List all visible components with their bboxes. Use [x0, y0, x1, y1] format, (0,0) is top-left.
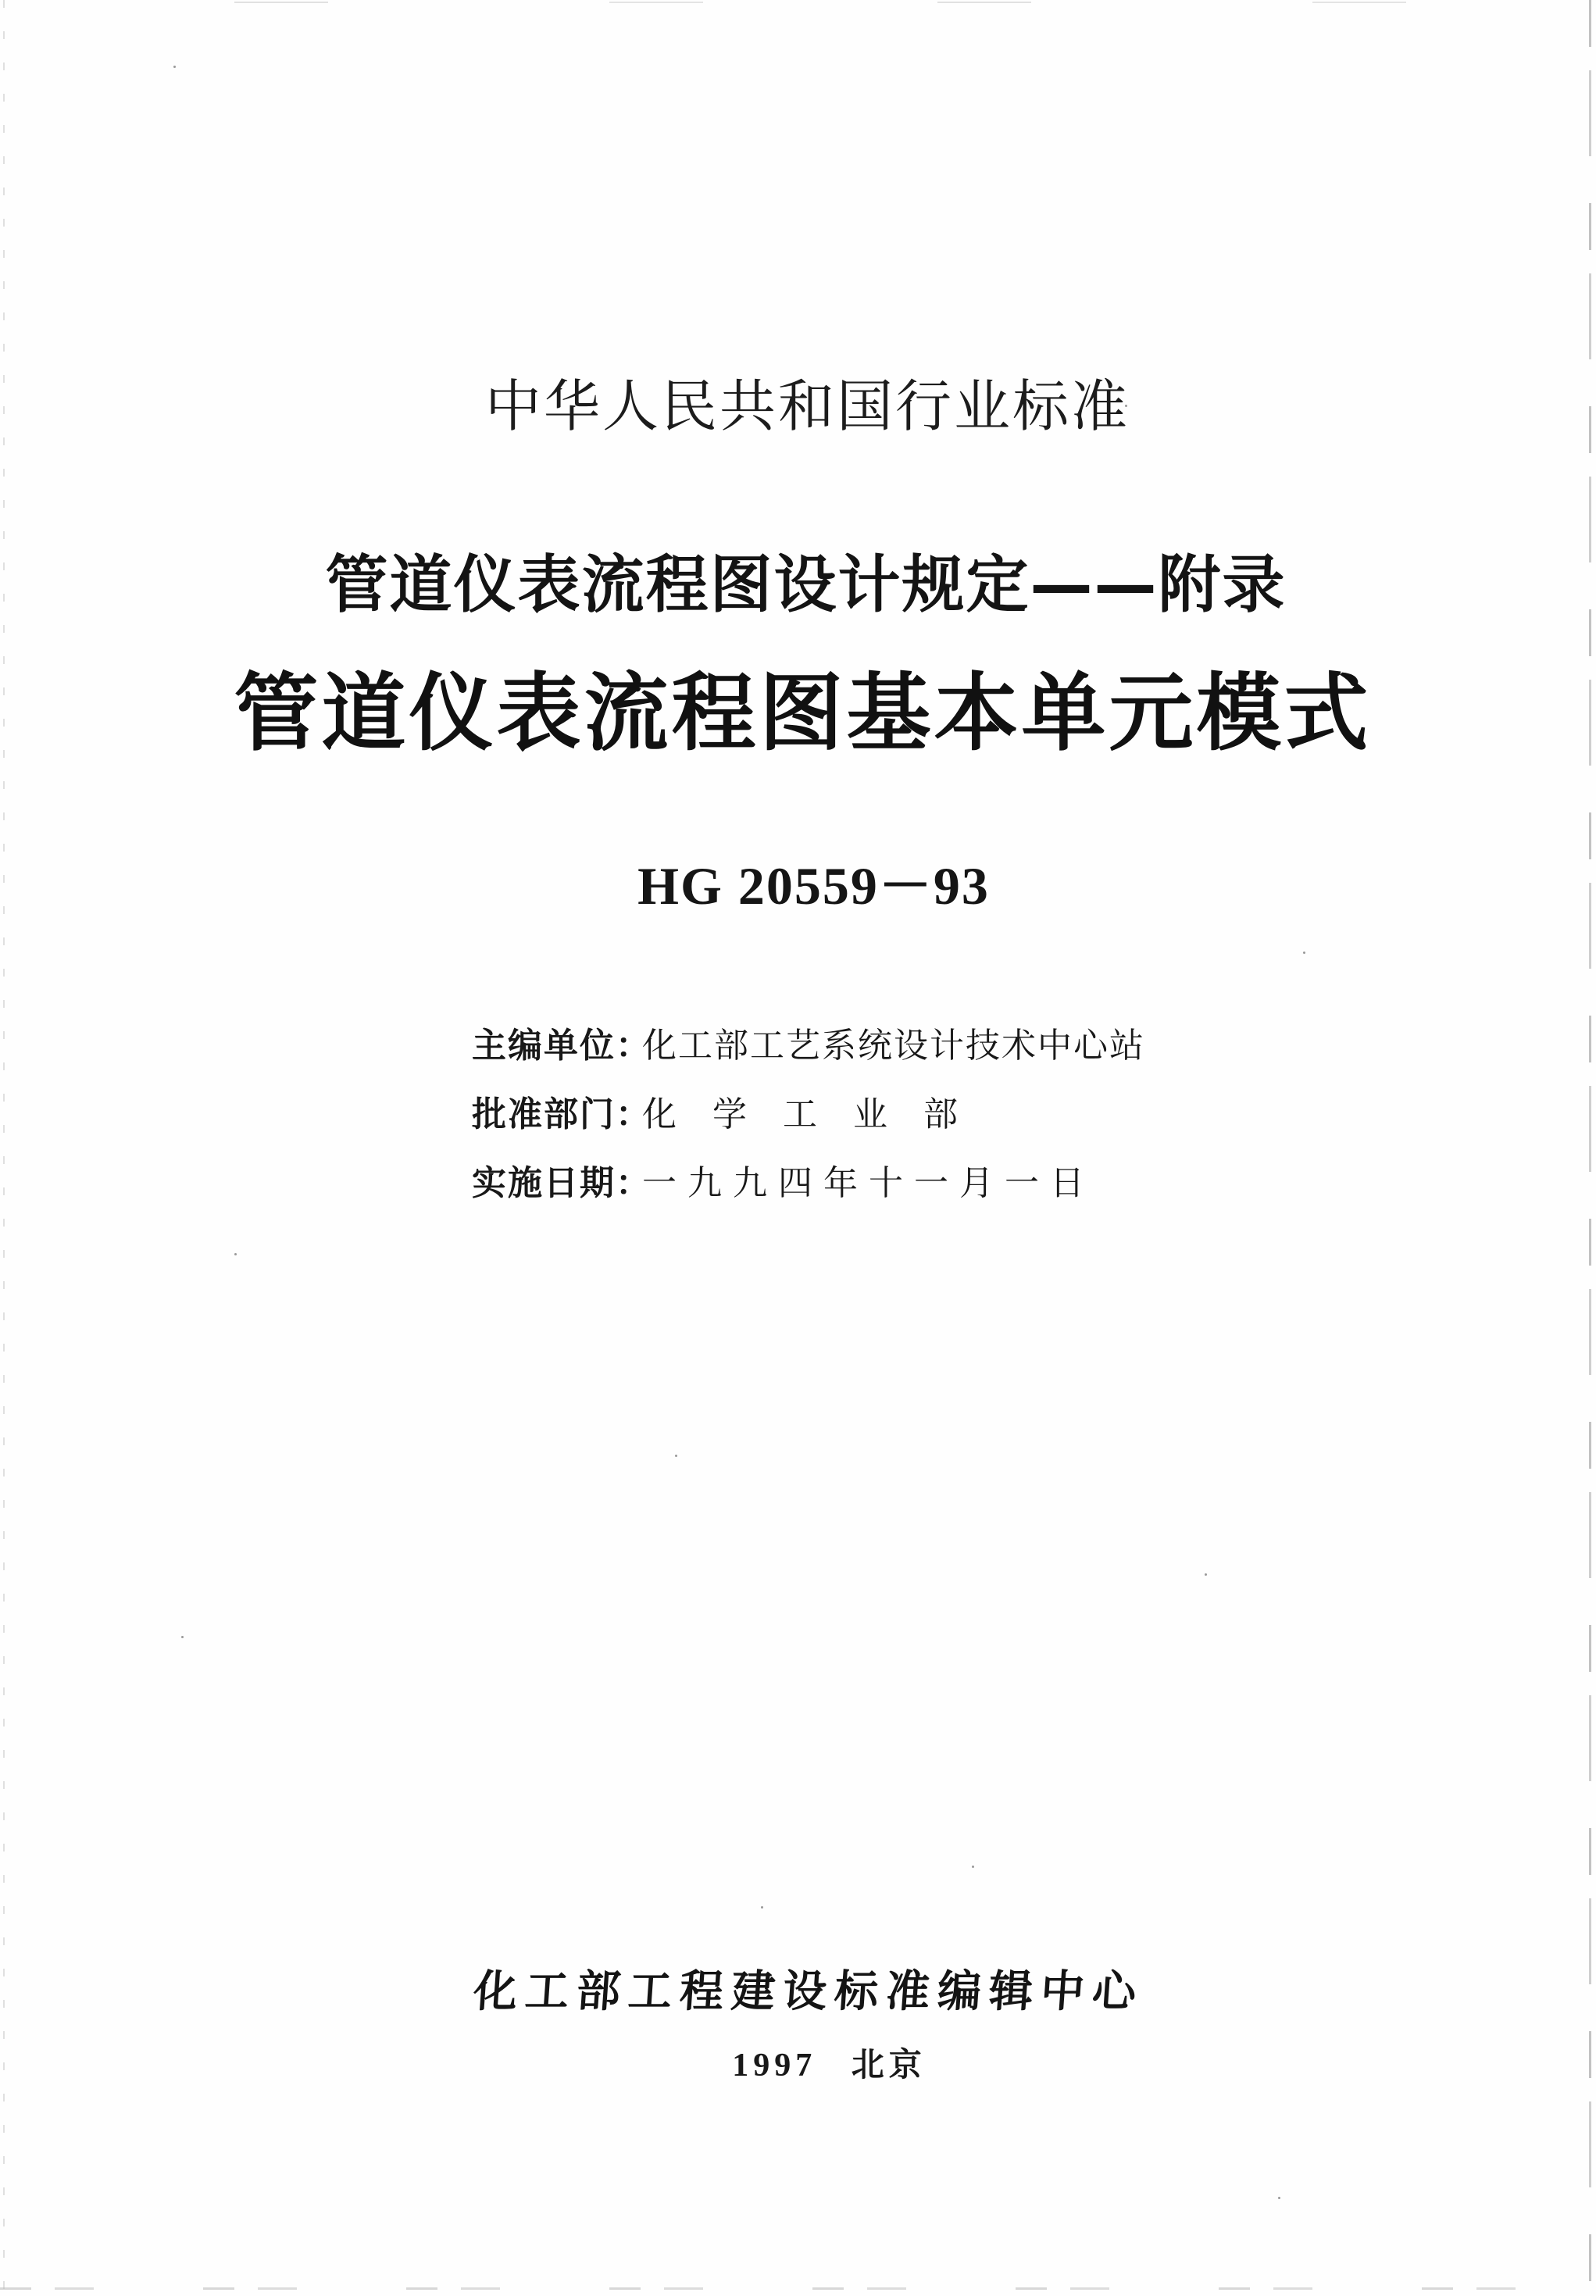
publication-city: 北京	[851, 2048, 927, 2084]
editor-value: 化工部工艺系统设计技术中心站	[642, 1026, 1145, 1066]
publication-year-place	[0, 2039, 1596, 2086]
issuer-line: 中华人民共和国行业标准	[484, 373, 1130, 439]
document-title-line-2: 管道仪表流程图基本单元模式	[234, 665, 1372, 762]
effective-date-row	[472, 1149, 1145, 1218]
scan-speck	[761, 1906, 763, 1909]
publication-info-block	[472, 1012, 1145, 1218]
publisher-name: 化工部工程建设标准编辑中心	[471, 1966, 1146, 2017]
standard-code: HG 20559－93	[637, 856, 990, 916]
scan-speck	[234, 1253, 237, 1255]
approver-value: 化学工业部	[642, 1094, 994, 1134]
effective-date-value: 一九九四年十一月一日	[642, 1163, 1095, 1203]
editor-label: 主编单位：	[472, 1026, 652, 1066]
effective-date-label: 实施日期：	[472, 1163, 652, 1203]
scan-speck	[173, 66, 176, 68]
scan-speck	[1205, 1573, 1207, 1576]
scan-edge-top	[0, 2, 1596, 3]
approver-row	[472, 1080, 1145, 1149]
scan-speck	[1278, 2197, 1280, 2199]
scan-speck	[181, 1636, 184, 1638]
scan-speck	[972, 1866, 974, 1868]
scan-speck	[675, 1455, 677, 1457]
scan-speck	[1303, 952, 1305, 954]
approver-label: 批准部门：	[472, 1094, 652, 1134]
scan-edge-left	[3, 0, 5, 2296]
scan-edge-bottom	[0, 2287, 1596, 2290]
document-title-line-1: 管道仪表流程图设计规定——附录	[325, 548, 1287, 621]
publication-year: 1997	[732, 2048, 817, 2084]
editor-row	[472, 1012, 1145, 1080]
scan-edge-right	[1589, 0, 1591, 2296]
